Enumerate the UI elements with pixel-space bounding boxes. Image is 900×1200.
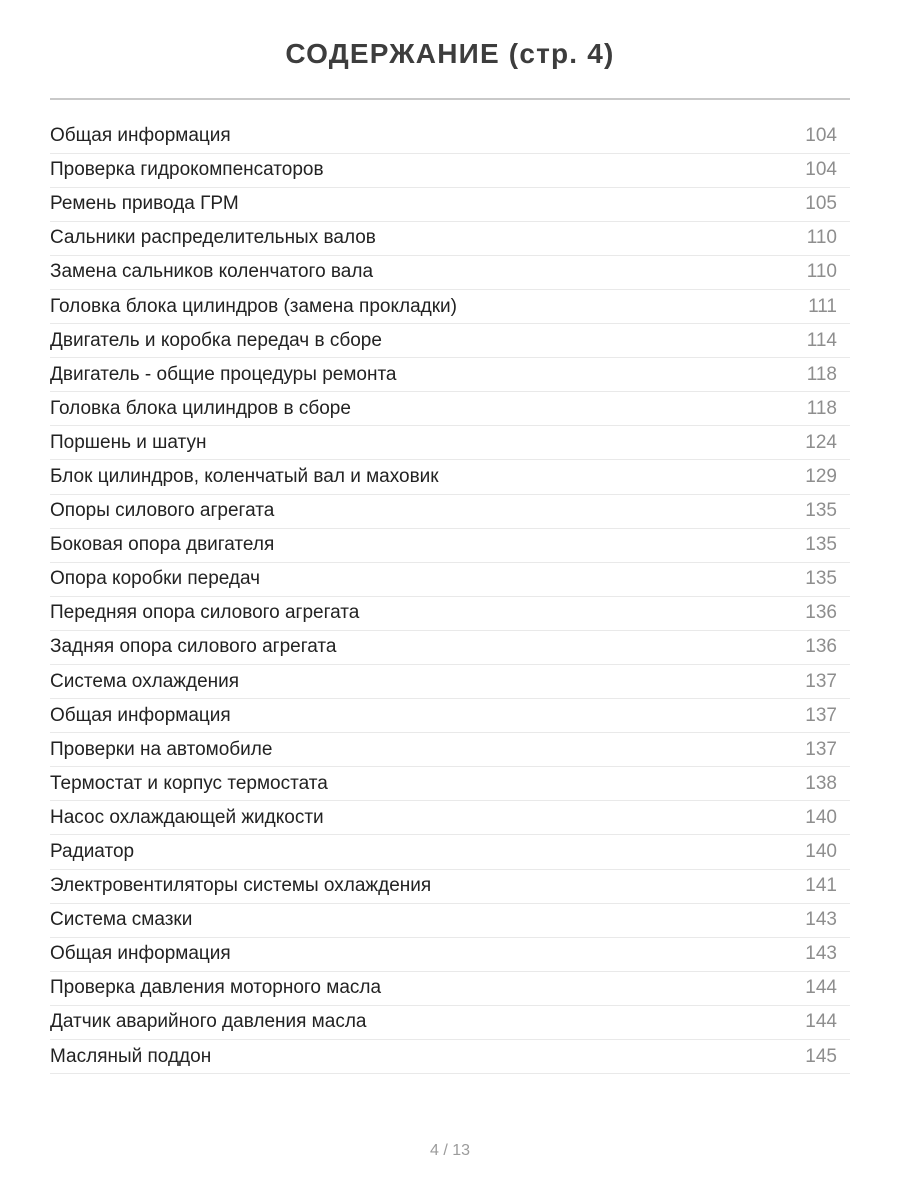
toc-entry-page-number: 143 [805, 943, 837, 965]
toc-entry-label: Общая информация [50, 125, 231, 147]
toc-entry-page-number: 137 [805, 670, 837, 692]
title-divider [50, 98, 850, 100]
toc-entry [50, 904, 850, 938]
toc-entry [50, 188, 850, 222]
page-indicator: 4 / 13 [429, 1142, 471, 1160]
toc-entry-label: Опоры силового агрегата [50, 500, 275, 522]
toc-entry [50, 972, 850, 1006]
toc-entry [50, 495, 850, 529]
toc-entry-label: Головка блока цилиндров (замена прокладки) [50, 295, 457, 317]
toc-entry [50, 631, 850, 665]
toc-entry-label: Опора коробки передач [50, 568, 261, 590]
toc-entry [50, 154, 850, 188]
toc-entry [50, 256, 850, 290]
toc-entry [50, 563, 850, 597]
toc-entry-label: Двигатель - общие процедуры ремонта [50, 363, 397, 385]
toc-entry-page-number: 145 [805, 1045, 837, 1067]
toc-entry [50, 665, 850, 699]
toc-entry-label: Передняя опора силового агрегата [50, 602, 360, 624]
toc-entry-label: Ремень привода ГРМ [50, 193, 239, 215]
toc-entry [50, 222, 850, 256]
toc-entry-label: Электровентиляторы системы охлаждения [50, 875, 432, 897]
toc-entry-page-number: 143 [805, 909, 837, 931]
toc-entry-label: Общая информация [50, 943, 231, 965]
toc-entry-page-number: 129 [805, 465, 837, 487]
toc-entry-label: Боковая опора двигателя [50, 534, 275, 556]
toc-entry [50, 733, 850, 767]
toc-entry-page-number: 105 [805, 193, 837, 215]
toc-entry-label: Радиатор [50, 841, 135, 863]
toc-entry-label: Двигатель и коробка передач в сборе [50, 329, 382, 351]
toc-entry-page-number: 138 [805, 772, 837, 794]
toc-entry [50, 529, 850, 563]
toc-entry-page-number: 111 [808, 295, 837, 317]
toc-entry [50, 460, 850, 494]
toc-entry-page-number: 136 [805, 602, 837, 624]
toc-entry-page-number: 144 [805, 977, 837, 999]
toc-entry [50, 358, 850, 392]
toc-entry [50, 426, 850, 460]
toc-entry-label: Насос охлаждающей жидкости [50, 806, 324, 828]
toc-entry [50, 290, 850, 324]
toc-entry-label: Проверки на автомобиле [50, 738, 273, 760]
toc-entry-page-number: 118 [806, 397, 837, 419]
toc-entry [50, 767, 850, 801]
toc-entry-page-number: 135 [805, 534, 837, 556]
toc-entry-page-number: 110 [806, 261, 837, 283]
toc-entry-page-number: 118 [806, 363, 837, 385]
toc-entry-label: Поршень и шатун [50, 431, 207, 453]
toc-entry-page-number: 140 [805, 806, 837, 828]
toc-entry-page-number: 140 [805, 841, 837, 863]
toc-entry-page-number: 136 [805, 636, 837, 658]
toc-entry-label: Задняя опора силового агрегата [50, 636, 337, 658]
toc-entry [50, 1040, 850, 1074]
toc-entry-page-number: 137 [805, 704, 837, 726]
toc-entry-label: Система смазки [50, 909, 193, 931]
toc-entry [50, 938, 850, 972]
toc-entry-label: Замена сальников коленчатого вала [50, 261, 374, 283]
toc-entry [50, 801, 850, 835]
toc-entry-page-number: 137 [805, 738, 837, 760]
toc-entry-label: Проверка гидрокомпенсаторов [50, 159, 324, 181]
toc-entry-page-number: 135 [805, 568, 837, 590]
toc-entry-page-number: 141 [805, 875, 837, 897]
toc-entry [50, 597, 850, 631]
toc-entry [50, 1006, 850, 1040]
toc-entry-page-number: 114 [806, 329, 837, 351]
toc-entry [50, 120, 850, 154]
toc-entry-label: Датчик аварийного давления масла [50, 1011, 367, 1033]
toc-entry [50, 324, 850, 358]
toc-entry-page-number: 135 [805, 500, 837, 522]
toc-entry-page-number: 104 [805, 125, 837, 147]
toc-entry [50, 870, 850, 904]
toc-entry [50, 835, 850, 869]
toc-entry-page-number: 110 [806, 227, 837, 249]
toc-entry [50, 699, 850, 733]
toc-entry-page-number: 104 [805, 159, 837, 181]
toc-entry-label: Термостат и корпус термостата [50, 772, 328, 794]
toc-entry-label: Общая информация [50, 704, 231, 726]
toc-entry-label: Блок цилиндров, коленчатый вал и маховик [50, 465, 439, 487]
toc-entry-label: Масляный поддон [50, 1045, 212, 1067]
page-title: СОДЕРЖАНИЕ (стр. 4) [285, 38, 615, 69]
toc-entry-label: Сальники распределительных валов [50, 227, 376, 249]
toc-entry-page-number: 124 [805, 431, 837, 453]
toc-entry-page-number: 144 [805, 1011, 837, 1033]
toc-entry-label: Система охлаждения [50, 670, 240, 692]
toc-entry-label: Проверка давления моторного масла [50, 977, 382, 999]
toc-entry-label: Головка блока цилиндров в сборе [50, 397, 351, 419]
toc-list [50, 120, 850, 1075]
toc-entry [50, 392, 850, 426]
